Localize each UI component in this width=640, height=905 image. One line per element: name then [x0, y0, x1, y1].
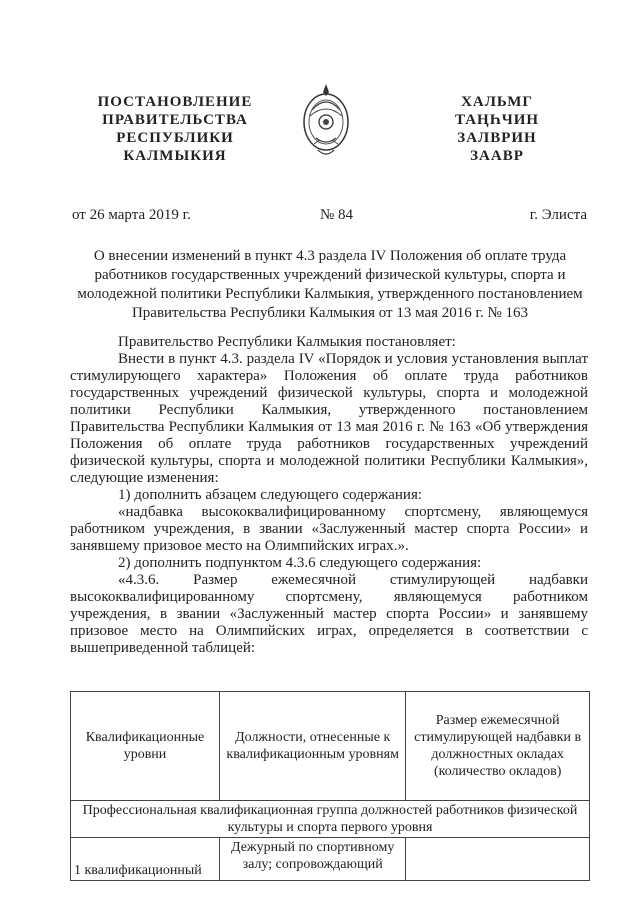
- document-date: от 26 марта 2019 г.: [72, 207, 191, 223]
- header-left-line: РЕСПУБЛИКИ: [116, 130, 234, 146]
- header-right-line: ТАҢҺЧИН: [454, 112, 540, 128]
- group-title: Профессиональная квалификационная группа должностей работников физической культуры и спорта первого уровня: [71, 801, 590, 838]
- table-group-row: [71, 801, 590, 838]
- header-right-line: ЗААВР: [470, 148, 524, 164]
- header-left-line: КАЛМЫКИЯ: [123, 148, 227, 164]
- header-bonus-size: Размер ежемесячной стимулирующей надбавки в должностных окладах (количество окладов): [406, 692, 590, 801]
- header-title-russian: [85, 93, 265, 165]
- kalmykia-coat-of-arms-icon: [298, 80, 354, 162]
- paragraph-quote-2: «4.3.6. Размер ежемесячной стимулирующей надбавки высококвалифицированному спортсмену, являющемуся работником учреждения, в звании «Заслуженный мастер спорта России» и занявшему призовое место на Олимпийских играх, определяется в соответствии с вышеприведенной таблицей:: [70, 572, 588, 656]
- dateline: [72, 207, 587, 225]
- salary-table: [70, 691, 590, 881]
- cell-positions: Дежурный по спортивному залу; сопровождающий: [219, 838, 405, 881]
- cell-bonus: [406, 838, 590, 881]
- document-title: О внесении изменений в пункт 4.3 раздела IV Положения об оплате труда работников государственных учреждений физической культуры, спорта и молодежной политики Республики Калмыкия, утвержденного постановлением Правительства Республики Калмыкия от 13 мая 2016 г. № 163: [77, 248, 583, 321]
- paragraph-preamble: Правительство Республики Калмыкия постановляет:: [118, 334, 456, 350]
- table-row: [71, 838, 590, 881]
- header-title-kalmyk: [437, 93, 557, 165]
- header-left-line: ПРАВИТЕЛЬСТВА: [102, 112, 248, 128]
- salary-table-wrapper: [70, 691, 590, 881]
- header-right-line: ЗАЛВРИН: [457, 130, 537, 146]
- document-body: [70, 334, 588, 657]
- document-city: г. Элиста: [529, 207, 587, 223]
- paragraph-item-2: 2) дополнить подпунктом 4.3.6 следующего содержания:: [118, 555, 482, 571]
- document-number: № 84: [320, 207, 354, 223]
- header-qualification-levels: Квалификационные уровни: [71, 692, 220, 801]
- table-header-row: [71, 692, 590, 801]
- paragraph-item-1: 1) дополнить абзацем следующего содержания:: [118, 487, 423, 503]
- paragraph-main: Внести в пункт 4.3. раздела IV «Порядок и условия установления выплат стимулирующего характера» Положения об оплате труда работников государственных учреждений физической культуры, спорта и молодежной политики Республики Калмыкия, утвержденного постановлением Правительства Республики Калмыкия от 13 мая 2016 г. № 163 «Об утверждения Положения об оплате труда работников государственных учреждений физической культуры, спорта и молодежной политики Республики Калмыкия», следующие изменения:: [70, 351, 588, 486]
- paragraph-quote-1: «надбавка высококвалифицированному спортсмену, являющемуся работником учреждения, в звании «Заслуженный мастер спорта России» и занявшему призовое место на Олимпийских играх.».: [70, 504, 588, 554]
- header-left-line: ПОСТАНОВЛЕНИЕ: [97, 94, 253, 110]
- cell-level: 1 квалификационный: [71, 838, 220, 881]
- header-right-line: ХАЛЬМГ: [461, 94, 533, 110]
- header-positions: Должности, отнесенные к квалификационным уровням: [219, 692, 405, 801]
